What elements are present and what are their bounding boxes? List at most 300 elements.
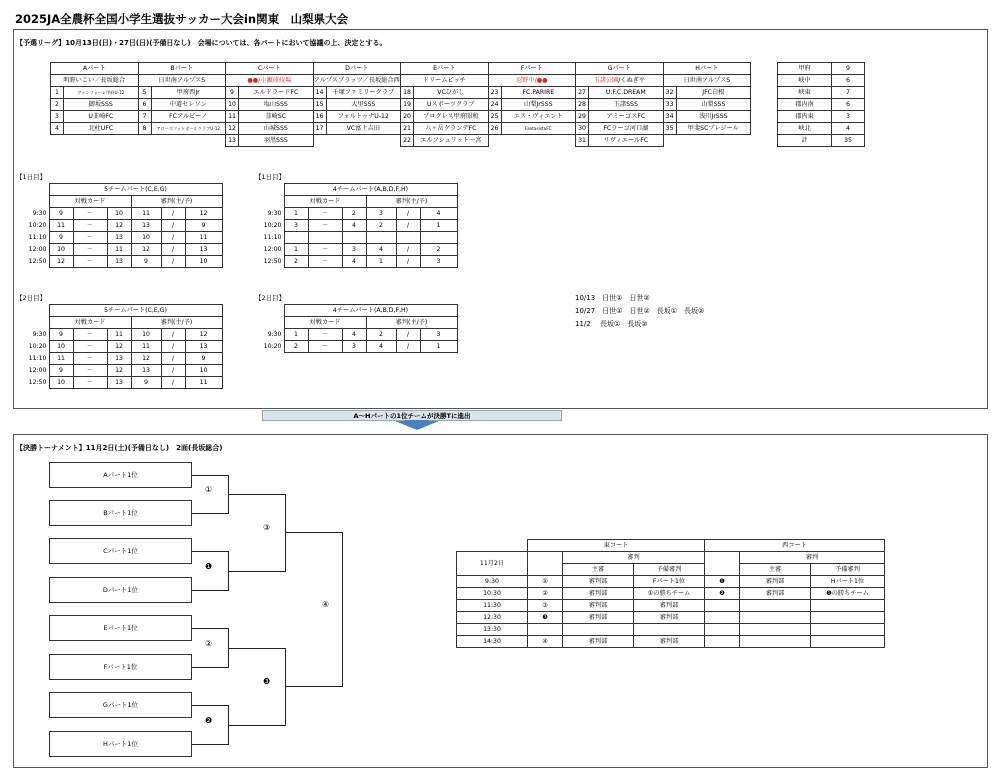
bracket-team-box: Eパート1位 bbox=[49, 615, 192, 641]
match-card-header: 対戦カード bbox=[284, 196, 366, 208]
empty-cell bbox=[151, 135, 226, 147]
match-cell: 11 bbox=[131, 208, 161, 220]
match-cell: / bbox=[396, 329, 420, 341]
court-cell: 審判部 bbox=[740, 588, 811, 600]
match-cell: 11 bbox=[131, 341, 161, 353]
team-name: エルドラードFC bbox=[239, 87, 314, 99]
match-cell: 1 bbox=[420, 341, 457, 353]
match-cell: 11 bbox=[107, 329, 131, 341]
team-name: 羽黒SSS bbox=[239, 135, 314, 147]
court-cell: 審判部 bbox=[634, 612, 705, 624]
match-cell: － bbox=[73, 220, 107, 232]
bracket-line bbox=[192, 590, 228, 591]
court-cell bbox=[811, 600, 885, 612]
schedule-title-row bbox=[262, 305, 457, 317]
down-arrow-icon bbox=[395, 421, 439, 430]
court-cell bbox=[740, 636, 811, 648]
bracket-team-box: Gパート1位 bbox=[49, 692, 192, 718]
match-cell: / bbox=[396, 244, 420, 256]
team-number: 22 bbox=[401, 135, 414, 147]
schedule-row bbox=[27, 232, 222, 244]
match-time: 12:00 bbox=[28, 366, 47, 374]
round2-match-label: ③ bbox=[263, 523, 271, 533]
part-venue: アルプスブラッツ／長坂総合西 bbox=[313, 75, 401, 87]
schedule-title: 4チームパート(A,B,D,F,H) bbox=[284, 184, 457, 196]
team-name: アミーゴスFC bbox=[589, 111, 664, 123]
bracket-line bbox=[285, 532, 342, 533]
empty-cell bbox=[64, 135, 139, 147]
team-name: FCアルビーノ bbox=[151, 111, 226, 123]
schedule-row bbox=[262, 329, 457, 341]
part-name: Eパート bbox=[401, 63, 489, 75]
bracket-team-box: Aパート1位 bbox=[49, 462, 192, 488]
court-cell: 審判部 bbox=[563, 600, 634, 612]
match-cell: － bbox=[308, 256, 342, 268]
region-name: 峡東 bbox=[778, 87, 832, 99]
region-name: 郡内東 bbox=[778, 111, 832, 123]
court-cell bbox=[563, 624, 634, 636]
match-cell: / bbox=[161, 329, 185, 341]
team-name: 甲府西Jr bbox=[151, 87, 226, 99]
spare-referee-header: 予備審判 bbox=[634, 564, 705, 576]
court-row bbox=[457, 588, 885, 600]
empty-cell bbox=[663, 135, 676, 147]
match-cell: / bbox=[396, 220, 420, 232]
match-cell: 1 bbox=[284, 208, 308, 220]
part-venue: 日世南アルプスS bbox=[138, 75, 226, 87]
match-cell: － bbox=[308, 329, 342, 341]
match-cell: 10 bbox=[131, 329, 161, 341]
match-cell: 11 bbox=[49, 353, 73, 365]
bracket-team-box: Bパート1位 bbox=[49, 500, 192, 526]
match-cell: 2 bbox=[342, 208, 366, 220]
match-time: 12:00 bbox=[28, 245, 47, 253]
schedule-row bbox=[262, 208, 457, 220]
part-venue bbox=[576, 75, 664, 87]
match-cell: 12 bbox=[185, 208, 222, 220]
blank-cell bbox=[705, 552, 740, 576]
court-cell bbox=[811, 624, 885, 636]
round1-match-label: ❶ bbox=[205, 561, 213, 571]
schedule-title: 4チームパート(A,B,D,F,H) bbox=[284, 305, 457, 317]
court-row bbox=[457, 612, 885, 624]
team-name: FCラーゴ河口湖 bbox=[589, 123, 664, 135]
schedule-row bbox=[262, 244, 457, 256]
team-name: 中道セレソン bbox=[151, 99, 226, 111]
court-cell: 審判部 bbox=[563, 588, 634, 600]
team-name: 大里SSS bbox=[326, 99, 401, 111]
region-count: 6 bbox=[832, 75, 865, 87]
match-cell bbox=[366, 232, 396, 244]
part-name: Gパート bbox=[576, 63, 664, 75]
schedule-title-row bbox=[27, 305, 222, 317]
empty-cell bbox=[501, 135, 576, 147]
schedule-title: 5チームパート(C,E,G) bbox=[49, 305, 222, 317]
team-name: 千塚ファミリークラブ bbox=[326, 87, 401, 99]
venue-rest: /くぬぎ平 bbox=[618, 76, 646, 84]
match-cell: 12 bbox=[131, 353, 161, 365]
part-name: Dパート bbox=[313, 63, 401, 75]
match-time: 11:10 bbox=[263, 233, 282, 241]
round1-match-label: ② bbox=[205, 638, 213, 648]
match-cell: / bbox=[161, 377, 185, 389]
court-cell bbox=[811, 612, 885, 624]
match-cell: － bbox=[73, 232, 107, 244]
match-cell bbox=[396, 232, 420, 244]
bracket-team-box: Cパート1位 bbox=[49, 538, 192, 564]
empty-cell bbox=[51, 135, 64, 147]
team-row bbox=[51, 87, 751, 99]
team-name: U韮崎FC bbox=[64, 111, 139, 123]
region-count: 7 bbox=[832, 87, 865, 99]
team-name: エス・ヴィエント bbox=[501, 111, 576, 123]
team-number: 21 bbox=[401, 123, 414, 135]
match-cell: / bbox=[161, 353, 185, 365]
schedule-title-row bbox=[27, 184, 222, 196]
match-cell: 11 bbox=[185, 377, 222, 389]
spare-referee-header: 予備審判 bbox=[811, 564, 885, 576]
schedule-row bbox=[262, 256, 457, 268]
court-cell: ❶ bbox=[705, 576, 740, 588]
team-number: 12 bbox=[226, 123, 239, 135]
team-number: 11 bbox=[226, 111, 239, 123]
court-cell bbox=[811, 636, 885, 648]
match-cell bbox=[284, 232, 308, 244]
bracket-line bbox=[192, 551, 228, 552]
court-row bbox=[457, 636, 885, 648]
match-cell: 2 bbox=[366, 329, 396, 341]
match-cell: 1 bbox=[284, 329, 308, 341]
east-court-header: 東コート bbox=[528, 540, 705, 552]
match-cell: － bbox=[308, 244, 342, 256]
match-cell: － bbox=[73, 208, 107, 220]
match-cell: 10 bbox=[107, 208, 131, 220]
team-number: 29 bbox=[576, 111, 589, 123]
team-name: ヴァンフォーレ甲府U-12 bbox=[64, 87, 139, 99]
day1-four-team-table bbox=[262, 183, 458, 268]
court-cell: 13:30 bbox=[457, 624, 528, 636]
team-number: 9 bbox=[226, 87, 239, 99]
blank-cell bbox=[262, 317, 284, 329]
schedule-title-row bbox=[262, 184, 457, 196]
region-count: 6 bbox=[832, 99, 865, 111]
court-cell bbox=[705, 636, 740, 648]
team-name: エルフシュリット一宮 bbox=[414, 135, 489, 147]
schedule-row bbox=[27, 353, 222, 365]
match-time: 10:20 bbox=[263, 221, 282, 229]
blank-cell bbox=[528, 552, 563, 576]
region-count: 4 bbox=[832, 123, 865, 135]
bracket-line bbox=[228, 494, 285, 495]
match-cell: / bbox=[396, 256, 420, 268]
match-cell: / bbox=[396, 341, 420, 353]
empty-cell bbox=[326, 135, 401, 147]
team-number: 8 bbox=[138, 123, 151, 135]
match-cell: 9 bbox=[49, 208, 73, 220]
match-cell: / bbox=[161, 341, 185, 353]
team-name: 御坂SSS bbox=[64, 99, 139, 111]
region-name: 甲府 bbox=[778, 63, 832, 75]
court-cell: 審判部 bbox=[563, 612, 634, 624]
team-number: 14 bbox=[313, 87, 326, 99]
match-cell: 13 bbox=[107, 353, 131, 365]
round1-match-label: ❷ bbox=[205, 715, 213, 725]
bracket-team-box: Fパート1位 bbox=[49, 654, 192, 680]
match-time: 12:00 bbox=[263, 245, 282, 253]
referee-header: 審判(主/予) bbox=[366, 317, 457, 329]
match-cell bbox=[420, 232, 457, 244]
day2-label: 【2日目】 bbox=[16, 294, 47, 302]
team-number: 25 bbox=[488, 111, 501, 123]
court-row bbox=[457, 624, 885, 636]
match-cell: 13 bbox=[131, 220, 161, 232]
team-name: 山梨SSS bbox=[676, 99, 751, 111]
match-time: 12:50 bbox=[28, 257, 47, 265]
team-name: JFC白根 bbox=[676, 87, 751, 99]
bracket-line bbox=[192, 475, 228, 476]
court-cell bbox=[705, 600, 740, 612]
final-match-label: ④ bbox=[322, 600, 330, 610]
team-name: 山梨JrSSS bbox=[501, 99, 576, 111]
match-cell: － bbox=[73, 353, 107, 365]
match-time: 11:10 bbox=[28, 233, 47, 241]
schedule-row bbox=[27, 377, 222, 389]
blank-cell bbox=[27, 196, 49, 208]
team-number: 1 bbox=[51, 87, 64, 99]
parts-venue-row bbox=[51, 75, 751, 87]
match-cell: 4 bbox=[420, 208, 457, 220]
match-time: 9:30 bbox=[267, 330, 282, 338]
parts-header-row bbox=[51, 63, 751, 75]
schedule-row bbox=[27, 329, 222, 341]
region-row bbox=[778, 99, 865, 111]
main-referee-header: 主審 bbox=[740, 564, 811, 576]
court-cell bbox=[740, 612, 811, 624]
team-name: 八ヶ岳グランデFC bbox=[414, 123, 489, 135]
match-cell: 9 bbox=[131, 377, 161, 389]
referee-header: 審判(主/予) bbox=[131, 317, 222, 329]
blank-cell bbox=[27, 317, 49, 329]
court-cell: 審判部 bbox=[634, 600, 705, 612]
empty-cell bbox=[313, 135, 326, 147]
team-name: FantasistaFC bbox=[501, 123, 576, 135]
team-number: 32 bbox=[663, 87, 676, 99]
match-time: 9:30 bbox=[32, 330, 47, 338]
team-row bbox=[51, 99, 751, 111]
team-number: 17 bbox=[313, 123, 326, 135]
match-cell: 10 bbox=[185, 365, 222, 377]
court-cell: 9:30 bbox=[457, 576, 528, 588]
team-row bbox=[51, 135, 751, 147]
schedule-row bbox=[27, 256, 222, 268]
team-name: アローズフットボールクラブU-12 bbox=[151, 123, 226, 135]
team-name: 山城SSS bbox=[239, 123, 314, 135]
part-venue: 明野いこい／長坂総合 bbox=[51, 75, 139, 87]
match-cell: / bbox=[161, 208, 185, 220]
schedule-row bbox=[27, 341, 222, 353]
match-cell: 3 bbox=[342, 341, 366, 353]
day1-label-2: 【1日目】 bbox=[255, 173, 286, 181]
region-count: 9 bbox=[832, 63, 865, 75]
match-cell: 1 bbox=[420, 220, 457, 232]
match-card-header: 対戦カード bbox=[284, 317, 366, 329]
referee-header: 審判 bbox=[563, 552, 705, 564]
team-name: VC富士吉田 bbox=[326, 123, 401, 135]
match-cell: 2 bbox=[366, 220, 396, 232]
match-cell: 12 bbox=[49, 256, 73, 268]
match-time: 11:10 bbox=[28, 354, 47, 362]
schedule-header-row bbox=[27, 317, 222, 329]
court-cell: ① bbox=[528, 576, 563, 588]
match-cell: 10 bbox=[49, 244, 73, 256]
court-cell bbox=[705, 612, 740, 624]
team-name: フォルトゥナU-12 bbox=[326, 111, 401, 123]
team-row bbox=[51, 111, 751, 123]
schedule-header-row bbox=[262, 317, 457, 329]
court-cell: 審判部 bbox=[563, 636, 634, 648]
match-cell: 13 bbox=[107, 256, 131, 268]
court-header-row bbox=[457, 552, 885, 564]
region-row bbox=[778, 63, 865, 75]
team-number: 13 bbox=[226, 135, 239, 147]
part-name: Fパート bbox=[488, 63, 576, 75]
day2-label-2: 【2日目】 bbox=[255, 294, 286, 302]
match-cell: － bbox=[73, 341, 107, 353]
region-row bbox=[778, 111, 865, 123]
blank-cell bbox=[27, 184, 49, 196]
court-cell: Fパート1位 bbox=[634, 576, 705, 588]
court-cell: ❶の勝ちチーム bbox=[811, 588, 885, 600]
team-number: 10 bbox=[226, 99, 239, 111]
match-cell: 9 bbox=[185, 220, 222, 232]
blank-cell bbox=[262, 196, 284, 208]
team-number: 7 bbox=[138, 111, 151, 123]
day2-five-team-table bbox=[27, 304, 223, 389]
venue-memo-2: 10/27 日世① 日世② 長坂① 長坂② bbox=[575, 307, 705, 315]
court-cell: 10:30 bbox=[457, 588, 528, 600]
page-title: 2025JA全農杯全国小学生選抜サッカー大会in関東 山梨県大会 bbox=[15, 12, 349, 26]
team-name: 甲斐SCプレジール bbox=[676, 123, 751, 135]
team-number: 4 bbox=[51, 123, 64, 135]
schedule-row bbox=[262, 232, 457, 244]
match-cell: 12 bbox=[107, 220, 131, 232]
court-row bbox=[457, 576, 885, 588]
team-number: 24 bbox=[488, 99, 501, 111]
match-cell: － bbox=[308, 208, 342, 220]
main-referee-header: 主審 bbox=[563, 564, 634, 576]
team-number: 19 bbox=[401, 99, 414, 111]
court-cell bbox=[740, 600, 811, 612]
match-cell: 3 bbox=[420, 256, 457, 268]
blank-cell bbox=[27, 305, 49, 317]
round2-match-label: ❸ bbox=[263, 677, 271, 686]
court-schedule-table bbox=[456, 539, 885, 648]
match-cell: 12 bbox=[131, 244, 161, 256]
team-name: 韮崎SC bbox=[239, 111, 314, 123]
match-cell: 9 bbox=[49, 329, 73, 341]
match-cell: 10 bbox=[49, 377, 73, 389]
court-cell: ①の勝ちチーム bbox=[634, 588, 705, 600]
parts-table bbox=[50, 62, 751, 147]
match-cell: － bbox=[308, 220, 342, 232]
match-cell: － bbox=[73, 256, 107, 268]
match-cell: 2 bbox=[420, 244, 457, 256]
team-number: 28 bbox=[576, 99, 589, 111]
team-number: 3 bbox=[51, 111, 64, 123]
match-cell: 10 bbox=[185, 256, 222, 268]
team-number: 2 bbox=[51, 99, 64, 111]
match-cell: / bbox=[396, 208, 420, 220]
bracket-line bbox=[228, 648, 285, 649]
team-row bbox=[51, 123, 751, 135]
venue-memo-3: 11/2 長坂① 長坂② bbox=[575, 320, 648, 328]
west-court-header: 西コート bbox=[705, 540, 885, 552]
bracket-team-box: Dパート1位 bbox=[49, 577, 192, 603]
match-cell: 11 bbox=[185, 232, 222, 244]
blank-cell bbox=[262, 184, 284, 196]
referee-header: 審判(主/予) bbox=[366, 196, 457, 208]
match-cell: 13 bbox=[131, 365, 161, 377]
team-name: U.F.C.DREAM bbox=[589, 87, 664, 99]
court-cell: 審判部 bbox=[563, 576, 634, 588]
match-cell: 9 bbox=[131, 256, 161, 268]
match-cell: － bbox=[73, 244, 107, 256]
team-number: 18 bbox=[401, 87, 414, 99]
bracket-line bbox=[342, 532, 343, 687]
match-cell: 12 bbox=[107, 365, 131, 377]
team-name: リヴィエールFC bbox=[589, 135, 664, 147]
region-name: 郡内南 bbox=[778, 99, 832, 111]
schedule-title: 5チームパート(C,E,G) bbox=[49, 184, 222, 196]
match-cell: － bbox=[308, 341, 342, 353]
match-cell: 10 bbox=[49, 341, 73, 353]
match-cell: / bbox=[161, 232, 185, 244]
court-row bbox=[457, 600, 885, 612]
schedule-header-row bbox=[27, 196, 222, 208]
match-cell: 3 bbox=[342, 244, 366, 256]
match-time: 9:30 bbox=[267, 209, 282, 217]
match-time: 12:50 bbox=[263, 257, 282, 265]
match-cell: 12 bbox=[185, 329, 222, 341]
team-name: 北杜UFC bbox=[64, 123, 139, 135]
match-cell: 10 bbox=[131, 232, 161, 244]
match-cell: 4 bbox=[342, 256, 366, 268]
team-number: 30 bbox=[576, 123, 589, 135]
match-cell: 1 bbox=[366, 256, 396, 268]
team-number: 5 bbox=[138, 87, 151, 99]
region-name: 峡中 bbox=[778, 75, 832, 87]
match-cell: / bbox=[161, 244, 185, 256]
match-cell: 13 bbox=[185, 244, 222, 256]
part-name: Bパート bbox=[138, 63, 226, 75]
team-name: 玉諸SSS bbox=[589, 99, 664, 111]
region-row bbox=[778, 75, 865, 87]
team-number: 6 bbox=[138, 99, 151, 111]
part-venue: ドリームピッチ bbox=[401, 75, 489, 87]
bracket-line bbox=[192, 513, 228, 514]
match-cell bbox=[308, 232, 342, 244]
region-name: 峡北 bbox=[778, 123, 832, 135]
team-number: 31 bbox=[576, 135, 589, 147]
match-time: 10:20 bbox=[28, 342, 47, 350]
match-cell: 11 bbox=[107, 244, 131, 256]
schedule-row bbox=[27, 208, 222, 220]
match-cell: 11 bbox=[49, 220, 73, 232]
team-name: 浅川JrSSS bbox=[676, 111, 751, 123]
match-cell: 4 bbox=[342, 220, 366, 232]
court-cell: ❷ bbox=[705, 588, 740, 600]
part-name: Cパート bbox=[226, 63, 314, 75]
